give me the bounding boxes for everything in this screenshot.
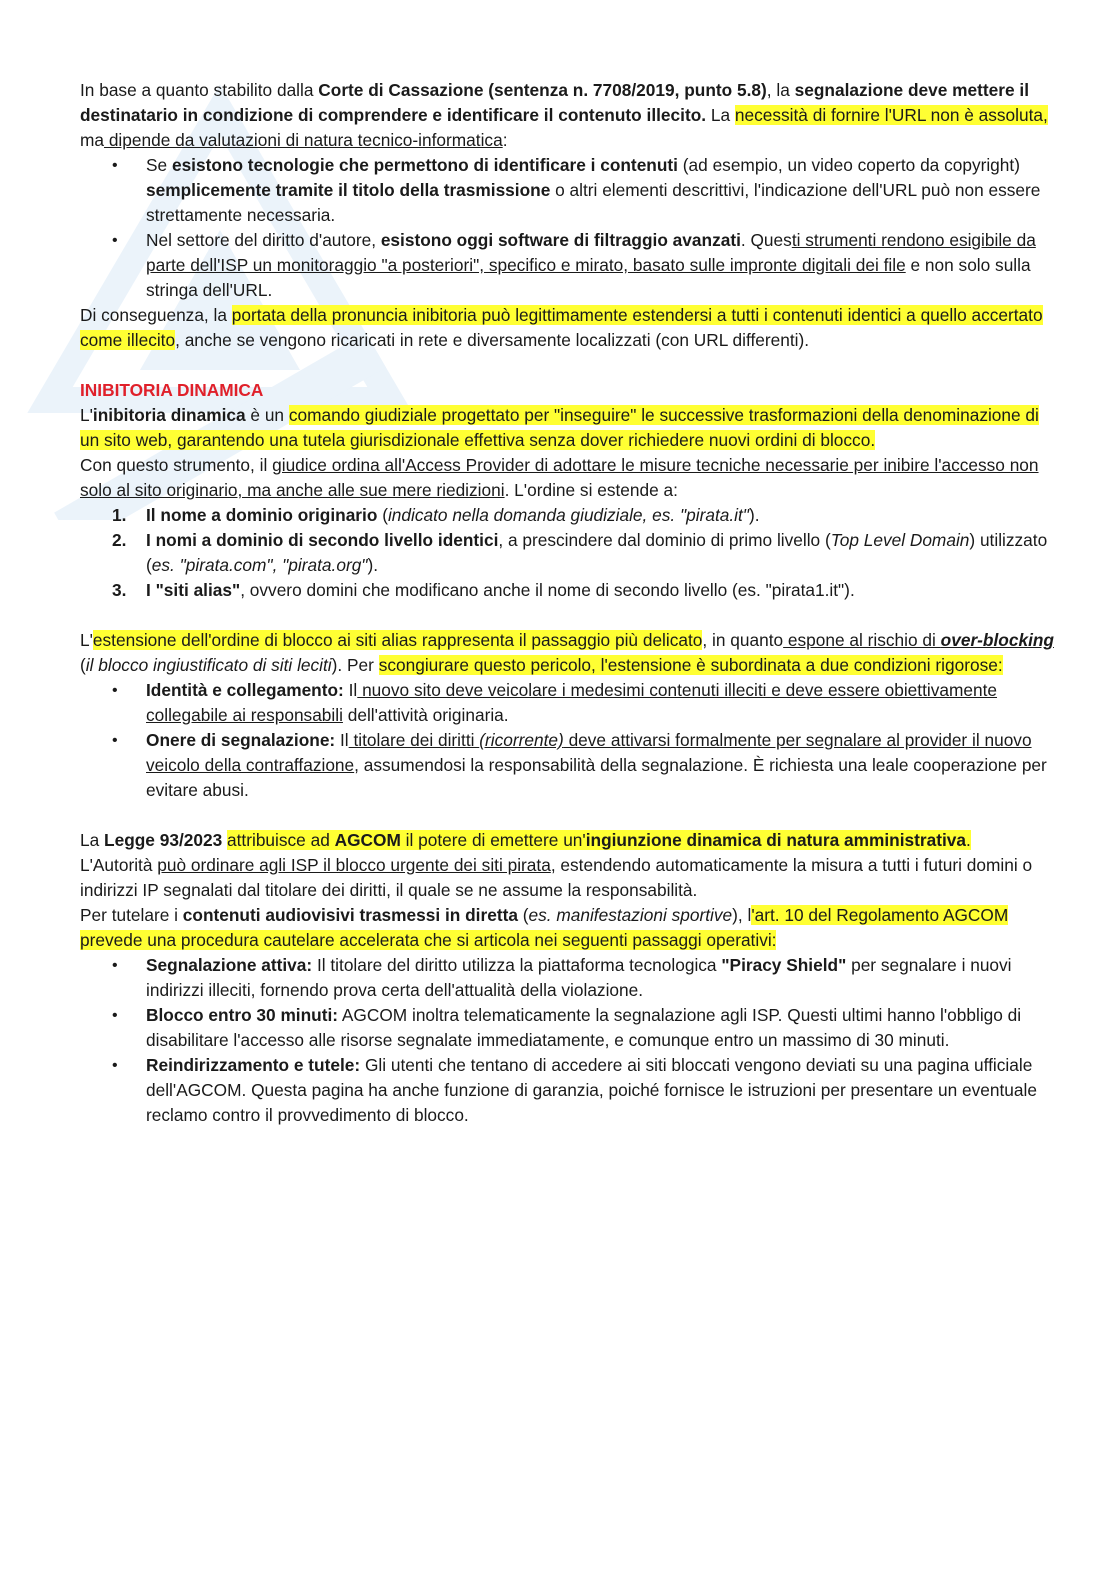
bullet-list-condizioni (80, 678, 1060, 803)
paragraph-autorita: L'Autorità può ordinare agli ISP il blocco urgente dei siti pirata, estendendo automaticamente la misura a tutti i futuri domini o indirizzi IP segnalati dal titolare dei diritti, il quale se ne assume la responsabilità. (80, 855, 1033, 900)
list-item: • Identità e collegamento: Il nuovo sito deve veicolare i medesimi contenuti illeciti e deve essere obiettivamente collegabile ai responsabili dell'attività originaria. (80, 678, 1060, 728)
paragraph-inibitoria-definizione: L'inibitoria dinamica è un comando giudiziale progettato per "inseguire" le successive trasformazioni della denominazione di un sito web, garantendo una tutela giurisdizionale effettiva senza dover richiedere nuovi ordini di blocco. (80, 405, 1039, 450)
list-item: 3. I "siti alias", ovvero domini che modificano anche il nome di secondo livello (es. "pirata1.it"). (112, 580, 855, 600)
section-heading: INIBITORIA DINAMICA (80, 380, 264, 400)
numbered-list-domini (80, 503, 1060, 603)
list-item: • Segnalazione attiva: Il titolare del diritto utilizza la piattaforma tecnologica "Piracy Shield" per segnalare i nuovi indirizzi illeciti, fornendo prova certa dell'attualità della violazione. (80, 953, 1060, 1003)
document-page (80, 78, 1060, 1128)
paragraph-strumento: Con questo strumento, il giudice ordina all'Access Provider di adottare le misure tecniche necessarie per inibire l'accesso non solo al sito originario, ma anche alle sue mere riedizioni. L'ordine si estende a: (80, 455, 1039, 500)
list-item: • Onere di segnalazione: Il titolare dei diritti (ricorrente) deve attivarsi formalmente per segnalare al provider il nuovo veicolo della contraffazione, assumendosi la responsabilità della segnalazione. È richiesta una leale cooperazione per evitare abusi. (80, 728, 1060, 803)
paragraph-conseguenza: Di conseguenza, la portata della pronuncia inibitoria può legittimamente estendersi a tutti i contenuti identici a quello accertato come illecito, anche se vengono ricaricati in rete e diversamente localizzati (con URL differenti). (80, 305, 1043, 350)
bullet-list-url (80, 153, 1060, 303)
list-item: • Reindirizzamento e tutele: Gli utenti che tentano di accedere ai siti bloccati vengono deviati su una pagina ufficiale dell'AGCOM. Questa pagina ha anche funzione di garanzia, poiché fornisce le istruzioni per presentare un eventuale reclamo contro il provvedimento di blocco. (80, 1053, 1060, 1128)
list-item: • Nel settore del diritto d'autore, esistono oggi software di filtraggio avanzati. Questi strumenti rendono esigibile da parte dell'ISP un monitoraggio "a posteriori", specifico e mirato, basato sulle impronte digitali dei file e non solo sulla stringa dell'URL. (80, 228, 1060, 303)
list-item: 1. Il nome a dominio originario (indicato nella domanda giudiziale, es. "pirata.it"). (112, 505, 760, 525)
paragraph-diretta: Per tutelare i contenuti audiovisivi trasmessi in diretta (es. manifestazioni sportive), l'art. 10 del Regolamento AGCOM prevede una procedura cautelare accelerata che si articola nei seguenti passaggi operativi: (80, 905, 1009, 950)
paragraph-legge: La Legge 93/2023 attribuisce ad AGCOM il potere di emettere un'ingiunzione dinamica di natura amministrativa. (80, 830, 971, 850)
list-item: • Se esistono tecnologie che permettono di identificare i contenuti (ad esempio, un video coperto da copyright) semplicemente tramite il titolo della trasmissione o altri elementi descrittivi, l'indicazione dell'URL può non essere strettamente necessaria. (80, 153, 1060, 228)
list-item: • Blocco entro 30 minuti: AGCOM inoltra telematicamente la segnalazione agli ISP. Questi ultimi hanno l'obbligo di disabilitare l'accesso alle risorse segnalate immediatamente, e comunque entro un massimo di 30 minuti. (80, 1003, 1060, 1053)
list-item: 2. I nomi a dominio di secondo livello identici, a prescindere dal dominio di primo livello (Top Level Domain) utilizzato (es. "pirata.com", "pirata.org"). (112, 530, 1048, 575)
paragraph-cassazione: In base a quanto stabilito dalla Corte di Cassazione (sentenza n. 7708/2019, punto 5.8), la segnalazione deve mettere il destinatario in condizione di comprendere e identificare il contenuto illecito. La necessità di fornire l'URL non è assoluta, ma dipende da valutazioni di natura tecnico-informatica: (80, 80, 1048, 150)
bullet-list-procedura (80, 953, 1060, 1128)
paragraph-siti-alias: L'estensione dell'ordine di blocco ai siti alias rappresenta il passaggio più delicato, in quanto espone al rischio di over-blocking (il blocco ingiustificato di siti leciti). Per scongiurare questo pericolo, l'estensione è subordinata a due condizioni rigorose: (80, 630, 1054, 675)
